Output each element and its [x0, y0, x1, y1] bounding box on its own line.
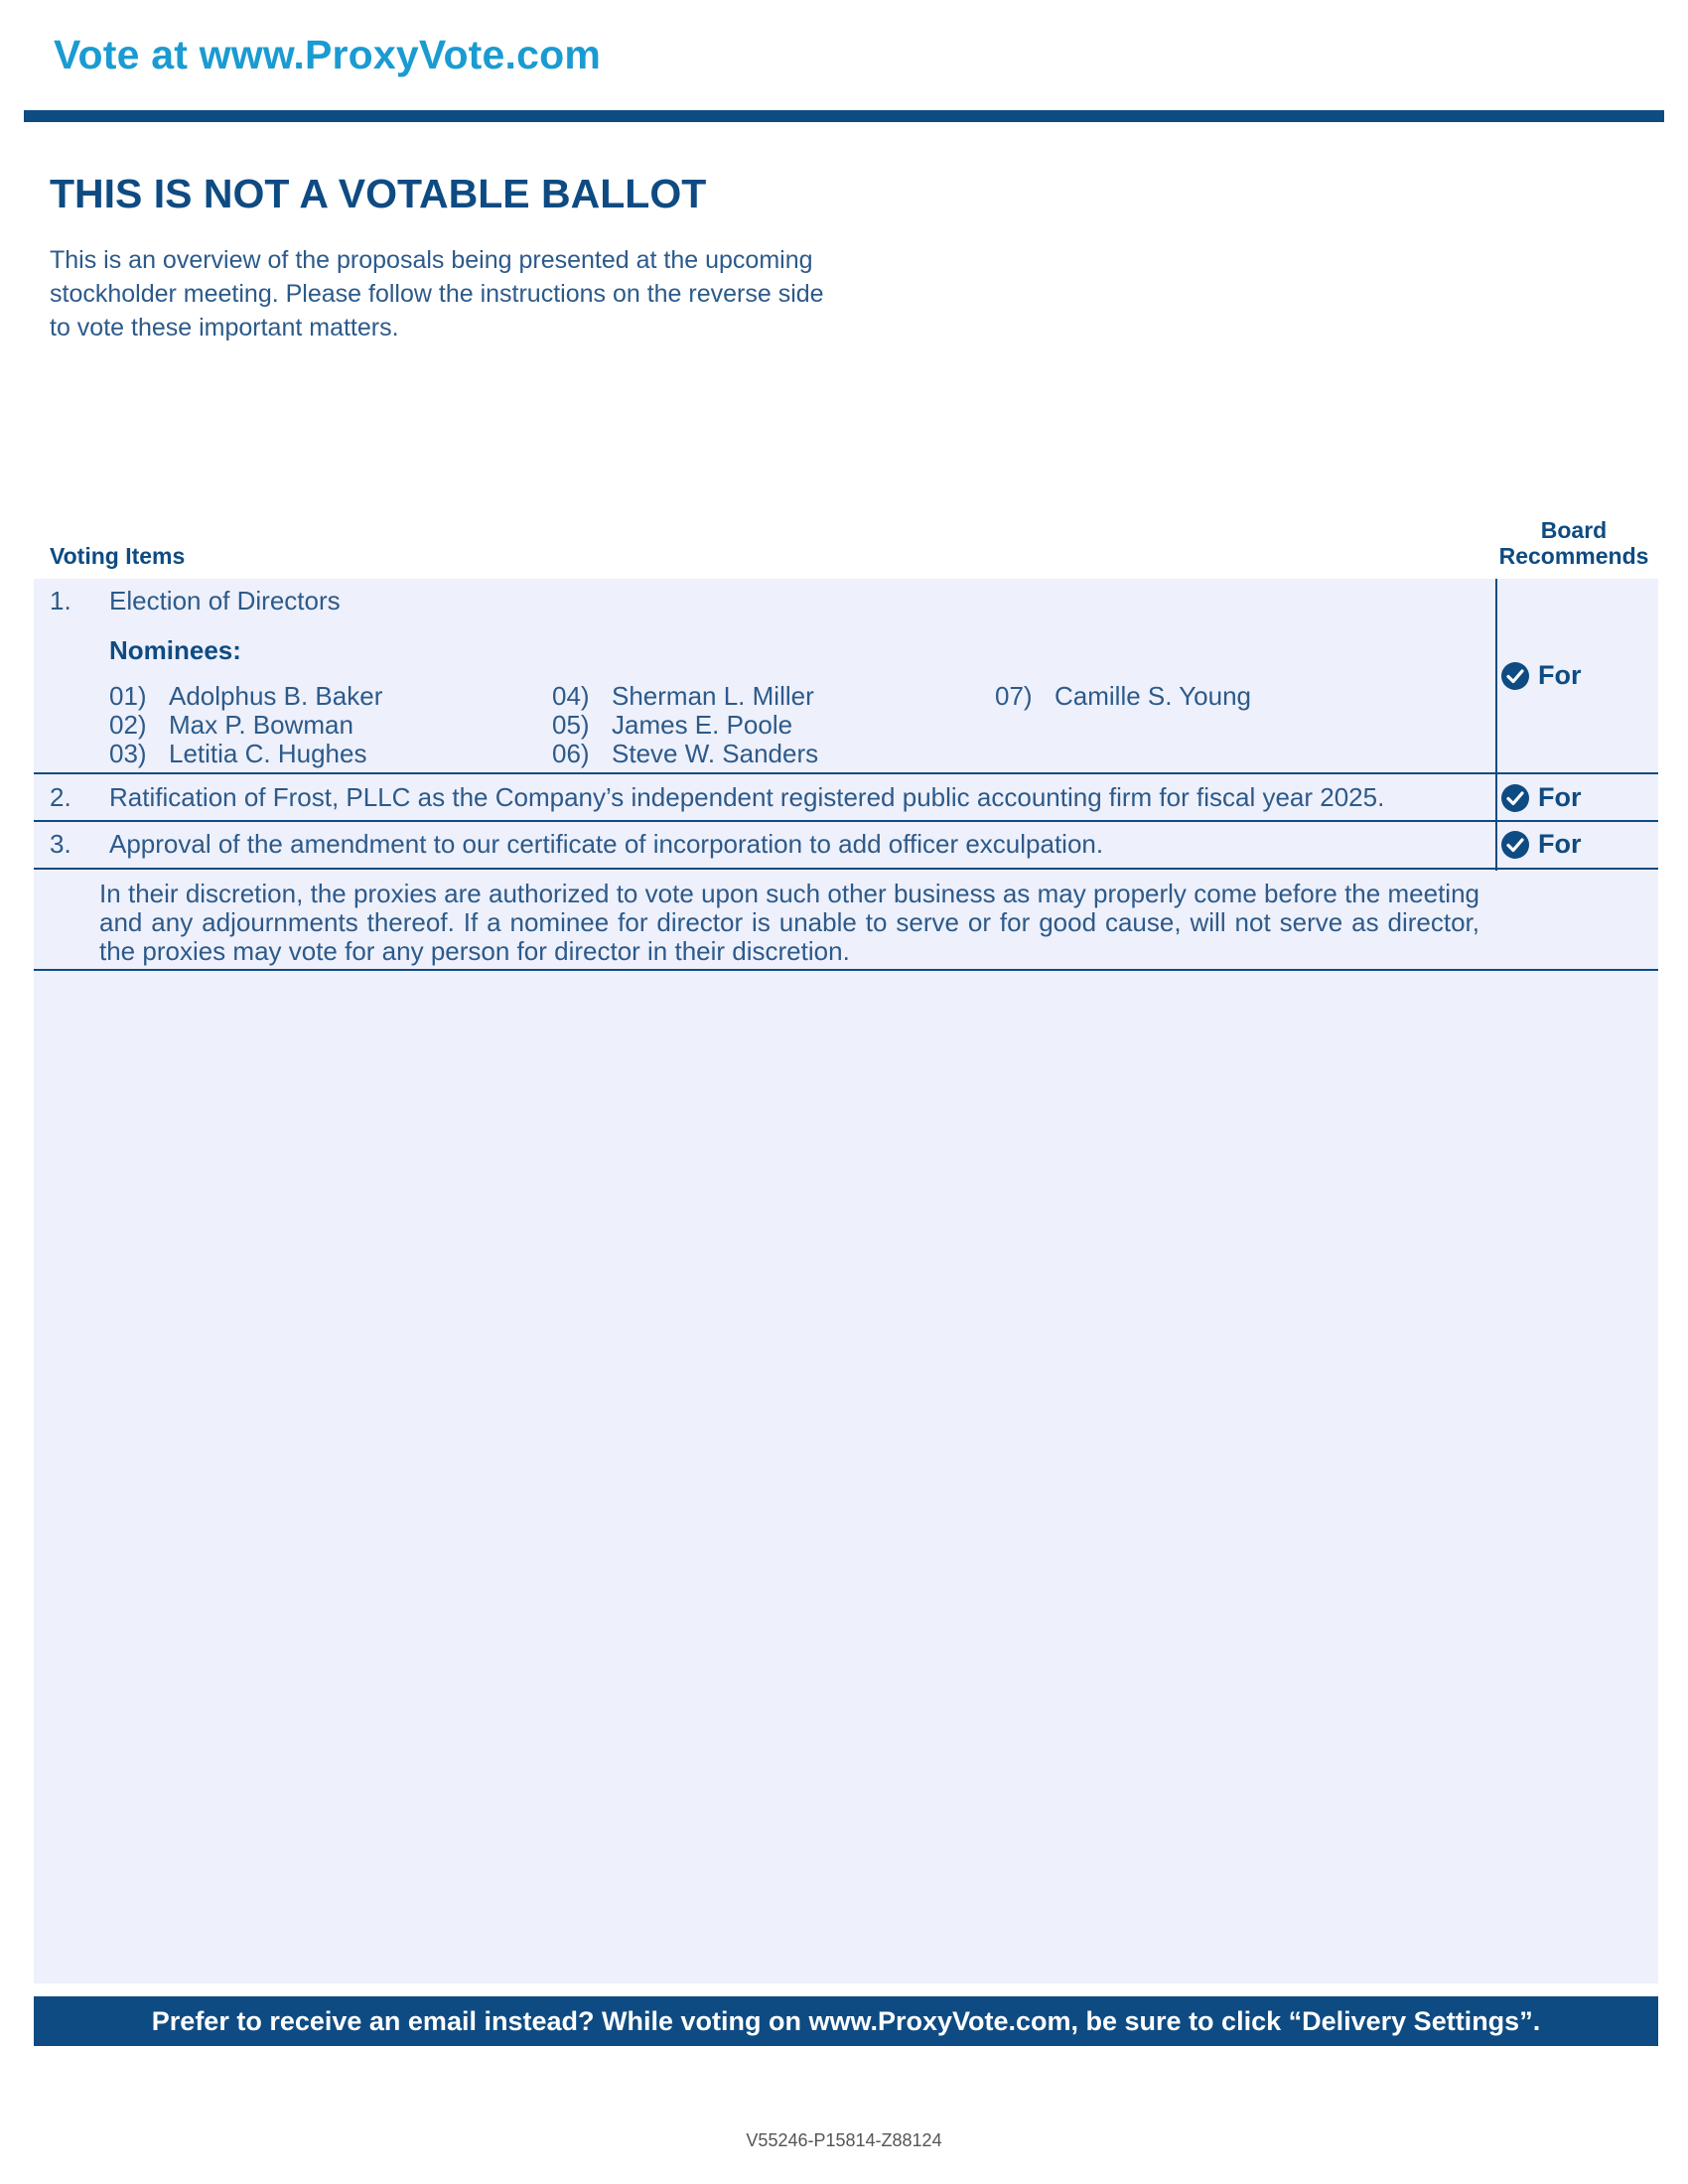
check-circle-icon	[1500, 830, 1530, 860]
item-1-recommendation	[1500, 660, 1582, 691]
item-1-text: Election of Directors	[109, 586, 341, 615]
nominee-name: Letitia C. Hughes	[169, 739, 367, 768]
board-recommends-line2: Recommends	[1498, 543, 1649, 569]
header-rule	[24, 110, 1664, 122]
nominee-02	[109, 710, 353, 741]
row-divider	[34, 772, 1658, 774]
notice-title: THIS IS NOT A VOTABLE BALLOT	[50, 171, 707, 216]
nominee-name: Sherman L. Miller	[612, 681, 814, 711]
item-1-number: 1.	[50, 586, 71, 615]
nominee-name: Steve W. Sanders	[612, 739, 819, 768]
email-delivery-banner	[34, 1996, 1658, 2046]
item-3-number: 3.	[50, 829, 71, 859]
nominee-06	[552, 739, 818, 769]
item-3-text: Approval of the amendment to our certificate of incorporation to add officer exculpation.	[109, 829, 1104, 859]
nominees-label: Nominees:	[109, 635, 241, 665]
item-3-recommendation	[1500, 829, 1582, 860]
recommendation-label: For	[1538, 782, 1582, 812]
item-2-number: 2.	[50, 782, 71, 812]
item-2-recommendation	[1500, 782, 1582, 813]
nominee-name: James E. Poole	[612, 710, 793, 740]
nominee-07	[995, 681, 1251, 712]
board-recommends-header	[1483, 517, 1664, 569]
row-divider	[34, 868, 1658, 870]
check-circle-icon	[1500, 661, 1530, 691]
nominee-number: 05)	[552, 710, 590, 740]
nominee-number: 07)	[995, 681, 1033, 711]
nominee-number: 06)	[552, 739, 590, 768]
check-circle-icon	[1500, 783, 1530, 813]
recommendation-label: For	[1538, 660, 1582, 690]
nominee-number: 01)	[109, 681, 147, 711]
intro-paragraph: This is an overview of the proposals being presented at the upcoming stockholder meeting. Please follow the instructions on the reverse side to vote these important matters.	[50, 246, 824, 341]
discretion-paragraph: In their discretion, the proxies are authorized to vote upon such other business as may properly come before the meeting and any adjournments thereof. If a nominee for director is unable to serve or for good cause, will not serve as director, the proxies may vote for any person for director in their discretion.	[99, 879, 1479, 966]
nominee-number: 02)	[109, 710, 147, 740]
voting-items-label: Voting Items	[50, 543, 186, 569]
board-recommends-line1: Board	[1540, 517, 1608, 543]
recommendation-column-divider	[1495, 579, 1497, 871]
email-delivery-text: Prefer to receive an email instead? While voting on www.ProxyVote.com, be sure to click “Delivery Settings”.	[151, 2005, 1541, 2036]
row-divider	[34, 820, 1658, 822]
document-code: V55246-P15814-Z88124	[746, 2130, 942, 2150]
nominee-03	[109, 739, 366, 769]
nominee-name: Max P. Bowman	[169, 710, 353, 740]
recommendation-label: For	[1538, 829, 1582, 859]
nominee-name: Adolphus B. Baker	[169, 681, 383, 711]
row-divider	[34, 969, 1658, 971]
nominee-05	[552, 710, 792, 741]
vote-url-header: Vote at www.ProxyVote.com	[54, 32, 602, 77]
nominee-01	[109, 681, 382, 712]
nominee-04	[552, 681, 814, 712]
item-2-text: Ratification of Frost, PLLC as the Company’s independent registered public accounting firm for fiscal year 2025.	[109, 782, 1385, 812]
nominee-number: 04)	[552, 681, 590, 711]
nominee-number: 03)	[109, 739, 147, 768]
nominee-name: Camille S. Young	[1055, 681, 1252, 711]
